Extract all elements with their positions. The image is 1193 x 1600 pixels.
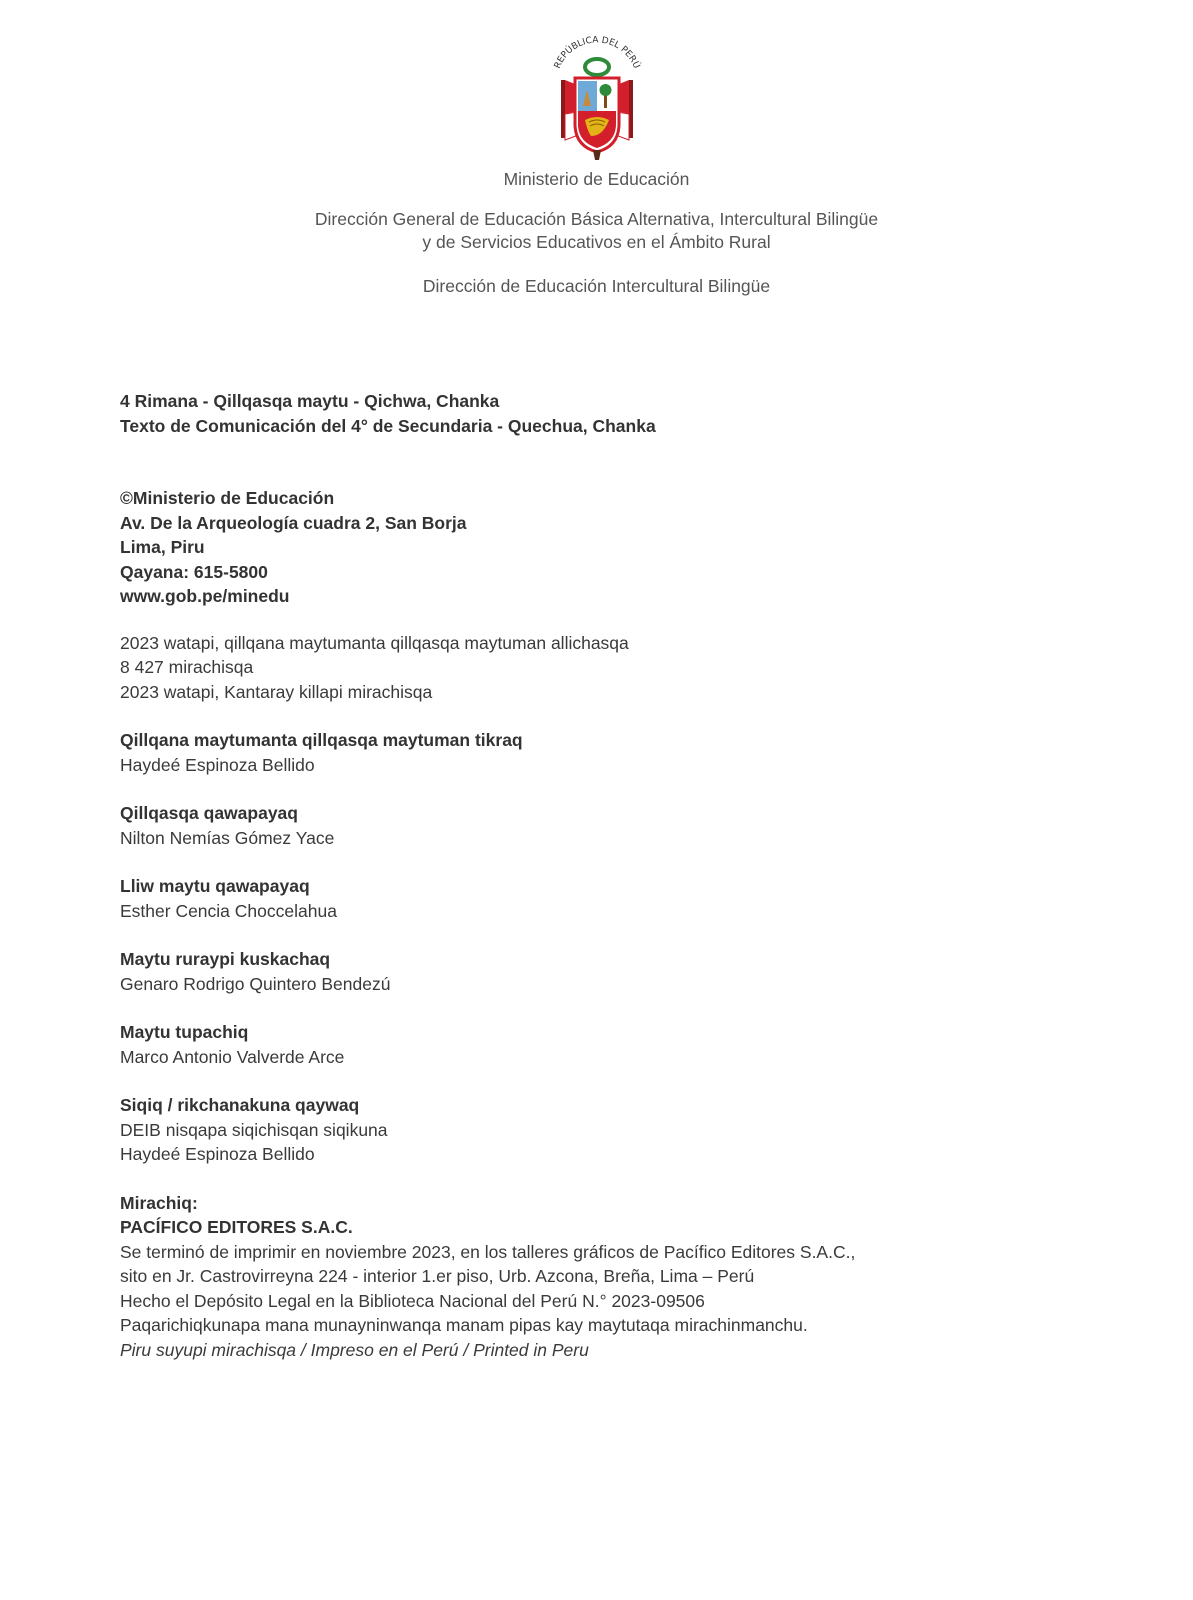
publisher-city: Lima, Piru [120,537,205,557]
publisher-website: www.gob.pe/minedu [120,586,290,606]
book-title [120,389,1100,438]
printer-line: sito en Jr. Castrovirreyna 224 - interior 1.er piso, Urb. Azcona, Breña, Lima – Perú [120,1266,755,1286]
legal-deposit: Hecho el Depósito Legal en la Biblioteca Nacional del Perú N.° 2023-09506 [120,1290,705,1311]
edition-info [120,631,1100,705]
edition-line: 2023 watapi, Kantaray killapi mirachisqa [120,681,433,702]
credit-name: Haydeé Espinoza Bellido [120,754,315,775]
printer-line: Se terminó de imprimir en noviembre 2023, en los talleres gráficos de Pacífico Editores S.A.C., [120,1241,856,1262]
ministry-name: Ministerio de Educación [503,169,690,189]
rights-notice: Paqarichiqkunapa mana munayninwanqa manam pipas kay maytutaqa mirachinmanchu. [120,1315,808,1335]
title-quechua: 4 Rimana - Qillqasqa maytu - Qichwa, Chanka [120,391,500,411]
edition-line: 2023 watapi, qillqana maytumanta qillqasqa maytuman allichasqa [120,632,629,653]
credit-item [120,874,1100,923]
credit-role: Maytu ruraypi kuskachaq [120,949,331,969]
credit-role: Qillqasqa qawapayaq [120,803,298,823]
title-spanish: Texto de Comunicación del 4° de Secundaria - Quechua, Chanka [120,415,656,436]
credit-item [120,801,1100,850]
credit-item [120,728,1100,777]
credit-name: Marco Antonio Valverde Arce [120,1046,345,1067]
peru-coat-of-arms-icon [537,36,657,162]
direction-general-line2: y de Servicios Educativos en el Ámbito Rural [422,232,771,252]
direction-deib: Dirección de Educación Intercultural Bilingüe [422,276,771,296]
seal-text: REPÚBLICA DEL PERÚ [552,36,641,71]
publisher-address: Av. De la Arqueología cuadra 2, San Borja [120,512,467,533]
credit-role: Lliw maytu qawapayaq [120,876,310,896]
credit-item [120,1093,1100,1167]
header [0,36,1193,298]
direction-general-line1: Dirección General de Educación Básica Alternativa, Intercultural Bilingüe [314,209,879,229]
edition-line: 8 427 mirachisqa [120,657,254,677]
credit-name: Esther Cencia Choccelahua [120,900,337,921]
credit-name: DEIB nisqapa siqichisqan siqikuna [120,1119,388,1140]
colophon [120,389,1100,1362]
credit-role: Siqiq / rikchanakuna qaywaq [120,1095,360,1115]
credit-name: Nilton Nemías Gómez Yace [120,827,335,848]
publisher-phone: Qayana: 615-5800 [120,561,268,582]
printer-name: PACÍFICO EDITORES S.A.C. [120,1217,353,1237]
copyright: ©Ministerio de Educación [120,488,335,508]
credit-name: Haydeé Espinoza Bellido [120,1144,315,1164]
credit-role: Maytu tupachiq [120,1022,249,1042]
printer-label: Mirachiq: [120,1192,198,1213]
credit-role: Qillqana maytumanta qillqasqa maytuman tikraq [120,730,523,750]
printer-info [120,1191,1100,1289]
direction-general [0,208,1193,254]
publisher-info [120,486,1100,609]
printed-in: Piru suyupi mirachisqa / Impreso en el Perú / Printed in Peru [120,1339,589,1360]
credit-name: Genaro Rodrigo Quintero Bendezú [120,973,391,994]
svg-text:REPÚBLICA DEL PERÚ [552,36,642,70]
credit-item [120,1020,1100,1069]
credit-item [120,947,1100,996]
